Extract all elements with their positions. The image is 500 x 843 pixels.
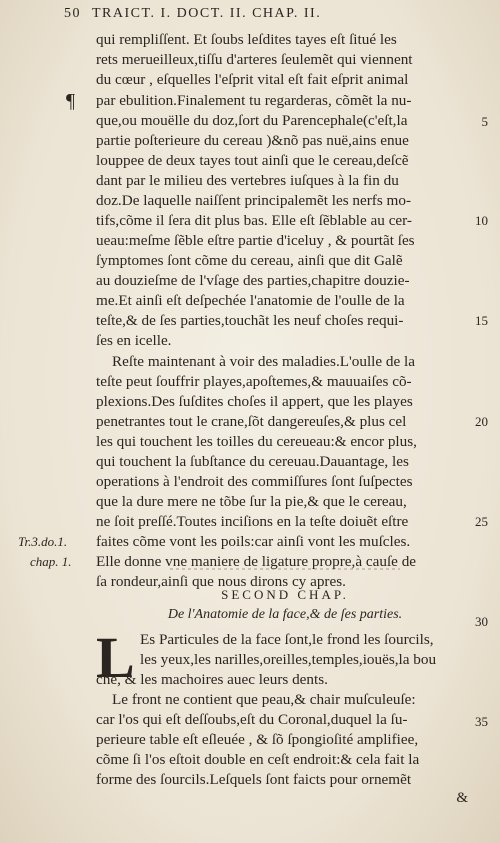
- text-line: ſymptomes ſont cõme du cereau, ainſi que dit Galẽ: [96, 252, 403, 269]
- line-number: 5: [481, 114, 488, 129]
- margin-note-reference: chap. 1.: [30, 554, 72, 569]
- text-line: Elle donne vne maniere de ligature propre,à cauſe de: [96, 553, 417, 570]
- text-line: ueau:meſme ſẽble eſtre partie d'iceluy , & pourtãt ſes: [96, 232, 415, 249]
- catchword: &: [456, 790, 468, 806]
- text-line: penetrantes tout le crane,ſõt dangereuſes,& plus cel: [96, 413, 407, 430]
- line-number: 15: [475, 313, 488, 328]
- line-number: 20: [475, 414, 488, 429]
- drop-capital: L: [96, 625, 135, 690]
- running-title: TRAICT. I. DOCT. II. CHAP. II.: [92, 6, 322, 21]
- text-line: que la dure mere ne tõbe ſur la pie,& que le cereau,: [96, 493, 407, 510]
- section-divider: [160, 564, 410, 574]
- text-line: tifs,cõme il ſera dit plus bas. Elle eſt ſẽblable au cer-: [96, 212, 412, 229]
- text-line: perieure table eſt eſleuée , & ſõ ſpongioſité amplifiee,: [96, 731, 419, 748]
- text-line: louppee de deux tayes tout ainſi que le cereau,deſcẽ: [96, 152, 409, 169]
- page-number: 50: [64, 6, 81, 21]
- text-line: ſa rondeur,ainſi que nous dirons cy apres.: [96, 573, 346, 590]
- text-line: Le front ne contient que peau,& chair muſculeuſe:: [112, 691, 416, 708]
- text-line: les yeux,les narilles,oreilles,temples,iouës,la bou: [140, 651, 437, 668]
- text-line: qui touchent la ſubſtance du cereuau.Dauantage, les: [96, 453, 409, 470]
- text-line: plexions.Des ſuſdites choſes il appert, que les playes: [96, 393, 413, 410]
- text-line: les qui touchent les toilles du cereueau:& encor plus,: [96, 433, 417, 450]
- text-line: teſte,& de ſes parties,touchãt les neuf choſes requi-: [96, 312, 404, 329]
- line-number: 30: [475, 614, 488, 629]
- text-line: Reſte maintenant à voir des maladies.L'oulle de la: [112, 353, 416, 370]
- text-line: qui rempliſſent. Et ſoubs leſdites tayes eſt ſitué les: [96, 31, 397, 48]
- line-number: 35: [475, 714, 488, 729]
- text-line: teſte peut ſouffrir playes,apoſtemes,& mauuaiſes cõ-: [96, 373, 412, 390]
- text-line: me.Et ainſi eſt deſpechée l'anatomie de l'oulle de la: [96, 292, 405, 309]
- text-line: forme des ſourcils.Leſquels ſont faicts pour ornemẽt: [96, 771, 412, 788]
- text-line: par ebulition.Finalement tu regarderas, cõmẽt la nu-: [96, 92, 412, 109]
- text-line: Es Particules de la face ſont,le frond les ſourcils,: [140, 631, 434, 648]
- text-line: ſes en icelle.: [96, 332, 172, 349]
- text-line: faites cõme vont les poils:car ainſi vont les muſcles.: [96, 533, 411, 550]
- text-line: doz.De laquelle naiſſent principalemẽt les nerfs mo-: [96, 192, 412, 209]
- text-line: ne ſoit preſſé.Toutes inciſions en la teſte doiuẽt eſtre: [96, 513, 409, 530]
- chapter-title: SECOND CHAP.: [221, 587, 349, 602]
- running-header: [64, 6, 440, 26]
- text-line: au douzieſme de l'vſage des parties,chapitre douzie-: [96, 272, 410, 289]
- text-line: rets merueilleux,tiſſu d'arteres ſeulemẽt qui viennent: [96, 51, 413, 68]
- text-line: cõme ſi l'os eſtoit double en ceſt endroit:& cela fait la: [96, 751, 420, 768]
- pilcrow-mark: ¶: [66, 90, 76, 112]
- text-line: que,ou mouëlle du doz,ſort du Parencephale(c'eſt,la: [96, 112, 408, 129]
- text-line: operations à l'endroit des commiſſures ſont ſuſpectes: [96, 473, 413, 490]
- text-line: che, & les machoires auec leurs dents.: [96, 671, 328, 688]
- chapter-subtitle: De l'Anatomie de la face,& de ſes parties.: [167, 607, 403, 622]
- text-line: du cœur , eſquelles l'eſprit vital eſt fait eſprit animal: [96, 71, 409, 88]
- margin-note-reference: Tr.3.do.1.: [18, 534, 68, 549]
- line-number: 25: [475, 514, 488, 529]
- text-line: car l'os qui eſt deſſoubs,eſt du Coronal,duquel la ſu-: [96, 711, 408, 728]
- text-line: dant par le milieu des vertebres iuſques à la fin du: [96, 172, 399, 189]
- line-number: 10: [475, 213, 488, 228]
- text-line: partie poſterieure du cereau )&nõ pas nuë,ains enue: [96, 132, 409, 149]
